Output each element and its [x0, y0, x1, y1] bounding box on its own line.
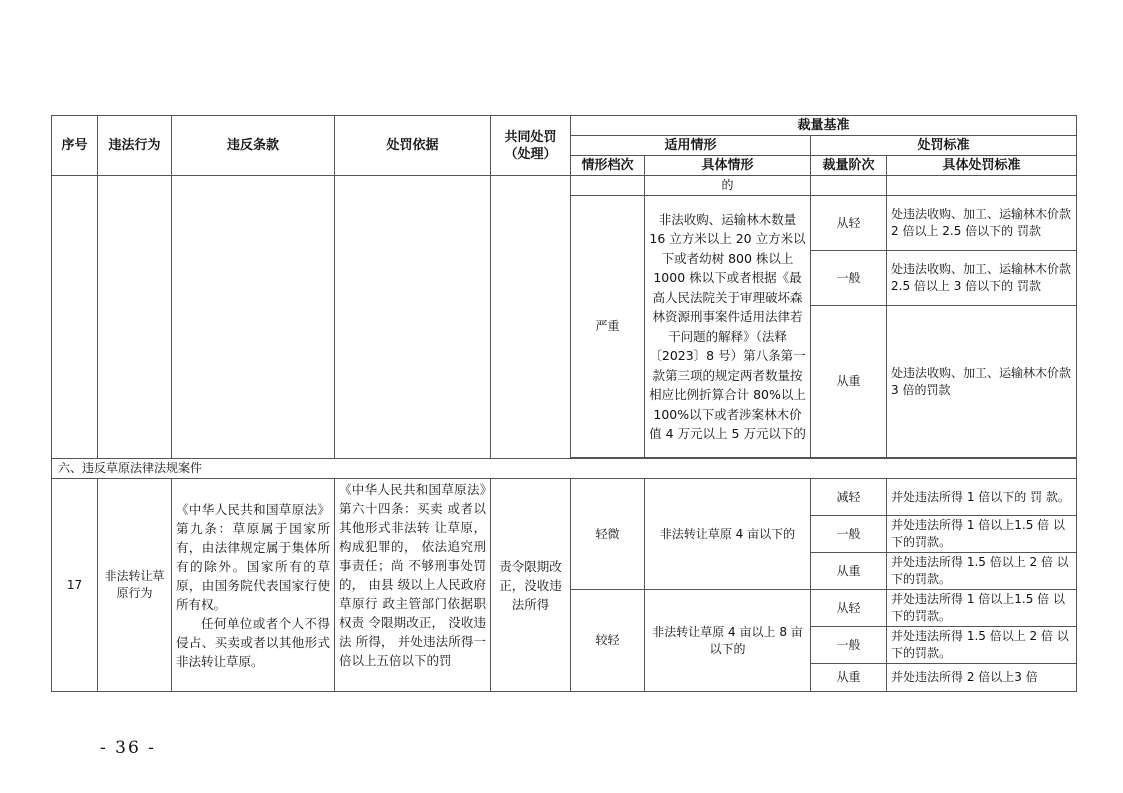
item17-std-2-1: 并处违法所得 1 倍以上1.5 倍 以下的罚款。: [887, 590, 1077, 627]
header-specific: 具体处罚标准: [887, 156, 1077, 176]
item17-stage-2-2: 一般: [811, 627, 887, 664]
item17-std-2-2: 并处违法所得 1.5 倍以上 2 倍 以下的罚款。: [887, 627, 1077, 664]
header-behavior: 违法行为: [98, 116, 172, 176]
item17-stage-1-1: 减轻: [811, 479, 887, 516]
header-common: 共同处罚（处理）: [491, 116, 571, 176]
item17-stage-2-1: 从轻: [811, 590, 887, 627]
item17-situation-2: 非法转让草原 4 亩以上 8 亩以下的: [645, 590, 811, 692]
continued-behavior: [98, 176, 172, 459]
item17-stage-2-3: 从重: [811, 664, 887, 692]
item17-stage-1-2: 一般: [811, 516, 887, 553]
item17-common: 责令限期改正，没收违法所得: [491, 479, 571, 692]
item17-level-1: 轻微: [571, 479, 645, 590]
header-applicable: 适用情形: [571, 136, 811, 156]
continued-stage-3: 从重: [811, 306, 887, 458]
header-situation: 具体情形: [645, 156, 811, 176]
header-seq: 序号: [52, 116, 98, 176]
section-title: 六、违反草原法律法规案件: [52, 459, 1077, 479]
continued-severity: 严重: [571, 196, 645, 458]
continued-std-3: 处违法收购、加工、运输林木价款 3 倍的罚款: [887, 306, 1077, 458]
continued-std-2: 处违法收购、加工、运输林木价款 2.5 倍以上 3 倍以下的 罚款: [887, 251, 1077, 306]
item17-clause-p1: 《中华人民共和国草原法》第九条：草原属于国家所有，由法律规定属于集体所有的除外。国家所有的草原，由国务院代表国家行使所有权。: [176, 501, 330, 612]
page-number: - 36 -: [100, 738, 156, 758]
header-clause: 违反条款: [172, 116, 335, 176]
item17-basis: 《中华人民共和国草原法》第六十四条：买卖 或者以其他形式非法转 让草原，构成犯罪的， 依法追究刑事责任；尚 不够刑事处罚的， 由县 级以上人民政府草原行 政主管部门依据职权责 令限期改正， 没收违法 所得， 并处违法所得一倍以上五倍以下的罚: [335, 479, 491, 692]
continued-seq: [52, 176, 98, 459]
continued-stage-blank: [811, 176, 887, 196]
continued-tail: 的: [645, 176, 811, 196]
item17-std-2-3: 并处违法所得 2 倍以上3 倍: [887, 664, 1077, 692]
item17-level-2: 较轻: [571, 590, 645, 692]
header-basis: 处罚依据: [335, 116, 491, 176]
continued-stage-1: 从轻: [811, 196, 887, 251]
continued-situation: 非法收购、运输林木数量 16 立方米以上 20 立方米以下或者幼树 800 株以上 1000 株以下或者根据《最高人民法院关于审理破坏森林资源刑事案件适用法律若干问题的解释》（法释〔2023〕8 号）第八条第一款第三项的规定两者数量按相应比例折算合计 80%以上 100%以下或者涉案林木价值 4 万元以上 5 万元以下的: [645, 196, 811, 458]
item17-clause: [172, 479, 335, 692]
header-standard: 处罚标准: [811, 136, 1077, 156]
item17-std-1-3: 并处违法所得 1.5 倍以上 2 倍 以下的罚款。: [887, 553, 1077, 590]
continued-std-1: 处违法收购、加工、运输林木价款 2 倍以上 2.5 倍以下的 罚款: [887, 196, 1077, 251]
item17-seq: 17: [52, 479, 98, 692]
item17-behavior: 非法转让草原行为: [98, 479, 172, 692]
discretion-table: [51, 115, 1077, 692]
item17-stage-1-3: 从重: [811, 553, 887, 590]
item17-clause-p2: 任何单位或者个人不得侵占、买卖或者以其他形式非法转让草原。: [176, 615, 330, 669]
header-level: 情形档次: [571, 156, 645, 176]
item17-std-1-1: 并处违法所得 1 倍以下的 罚 款。: [887, 479, 1077, 516]
continued-level-blank: [571, 176, 645, 196]
continued-basis: [335, 176, 491, 459]
continued-stage-2: 一般: [811, 251, 887, 306]
continued-clause: [172, 176, 335, 459]
continued-common: [491, 176, 571, 459]
header-discretion: 裁量基准: [571, 116, 1077, 136]
item17-situation-1: 非法转让草原 4 亩以下的: [645, 479, 811, 590]
item17-std-1-2: 并处违法所得 1 倍以上1.5 倍 以下的罚款。: [887, 516, 1077, 553]
header-stage: 裁量阶次: [811, 156, 887, 176]
continued-std-blank: [887, 176, 1077, 196]
